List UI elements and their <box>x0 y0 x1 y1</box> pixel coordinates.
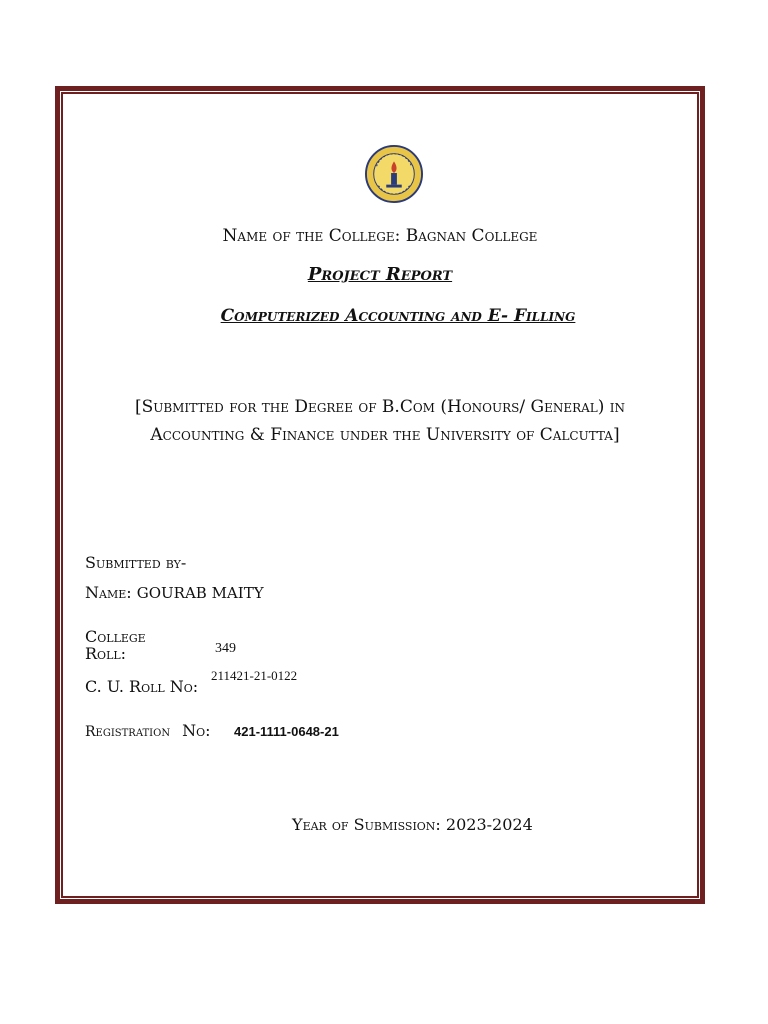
student-name-value: GOURAB MAITY <box>136 584 264 602</box>
student-name-row <box>85 583 264 602</box>
cu-roll-label: C. U. Roll No: <box>85 677 199 696</box>
college-roll-value: 349 <box>215 641 236 656</box>
registration-label-no: No: <box>182 721 211 740</box>
page-border-inner <box>61 92 699 898</box>
registration-label-word: Registration <box>85 724 171 740</box>
degree-statement-line-2: Accounting & Finance under the University of Calcutta] <box>150 425 620 445</box>
student-name-label: Name: <box>85 583 132 602</box>
college-name-line: Name of the College: Bagnan College <box>222 226 538 246</box>
project-title: Project Report <box>307 264 453 285</box>
year-of-submission: Year of Submission: 2023-2024 <box>292 815 533 834</box>
cu-roll-value: 211421-21-0122 <box>211 668 298 683</box>
college-logo <box>365 145 423 203</box>
submitted-by-label: Submitted by- <box>85 553 187 572</box>
college-roll-label: College Roll: <box>85 627 146 663</box>
registration-label <box>85 721 211 740</box>
degree-statement-line-1: [Submitted for the Degree of B.Com (Honours/ General) in <box>134 397 626 417</box>
registration-value: 421-1111-0648-21 <box>234 724 339 739</box>
project-subject: Computerized Accounting and E- Filling <box>220 306 576 326</box>
